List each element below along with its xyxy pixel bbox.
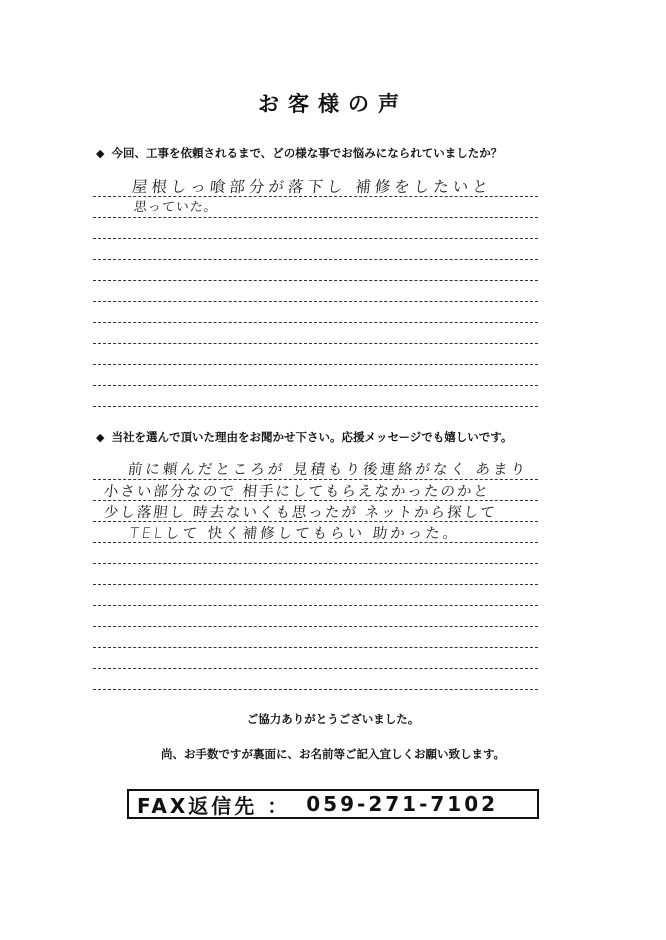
answer-line [93,238,538,239]
fax-reply-box [127,789,539,819]
answer-line [93,280,538,281]
fax-label: FAX返信先 [137,793,258,818]
handwritten-answer-line: 屋根しっ喰部分が落下し 補修をしたいと [130,178,493,196]
answer-line [93,343,538,344]
answer-line [93,301,538,302]
answer-line [93,605,538,606]
diamond-bullet-icon: ◆ [96,147,105,160]
handwritten-answer-line: 少し落胆し 時去ないくも思ったが ネットから探して [103,505,498,521]
answer-line [93,217,538,218]
thanks-message: ご協力ありがとうございました。 [246,712,420,726]
diamond-bullet-icon: ◆ [96,431,105,444]
handwritten-answer-line: 前に頼んだところが 見積もり後連絡がなく あまり [127,462,529,478]
question-2 [96,429,512,445]
page-title: お客様の声 [258,92,408,116]
answer-line [93,626,538,627]
question-2-text: 当社を選んで頂いた理由をお聞かせ下さい。応援メッセージでも嬉しいです。 [111,430,513,444]
handwritten-answer-line: 小さい部分なので 相手にしてもらえなかったのかと [103,484,491,500]
answer-line [93,259,538,260]
answer-line [93,584,538,585]
fax-number: 059-271-7102 [306,792,499,816]
answer-line [93,689,538,690]
back-side-note: 尚、お手数ですが裏面に、お名前等ご記入宜しくお願い致します。 [160,747,506,761]
fax-separator: ： [267,793,291,818]
answer-line [93,668,538,669]
question-1-text: 今回、工事を依頼されるまで、どの様な事でお悩みになられていましたか？ [111,146,503,160]
handwritten-answer-line: 思っていた。 [133,200,219,215]
answer-line [93,563,538,564]
answer-line [93,406,538,407]
answer-line [93,385,538,386]
answer-line [93,647,538,648]
answer-line [93,322,538,323]
answer-line [93,364,538,365]
question-1 [96,145,502,161]
handwritten-answer-line: TELして 快く補修してもらい 助かった。 [129,526,462,542]
